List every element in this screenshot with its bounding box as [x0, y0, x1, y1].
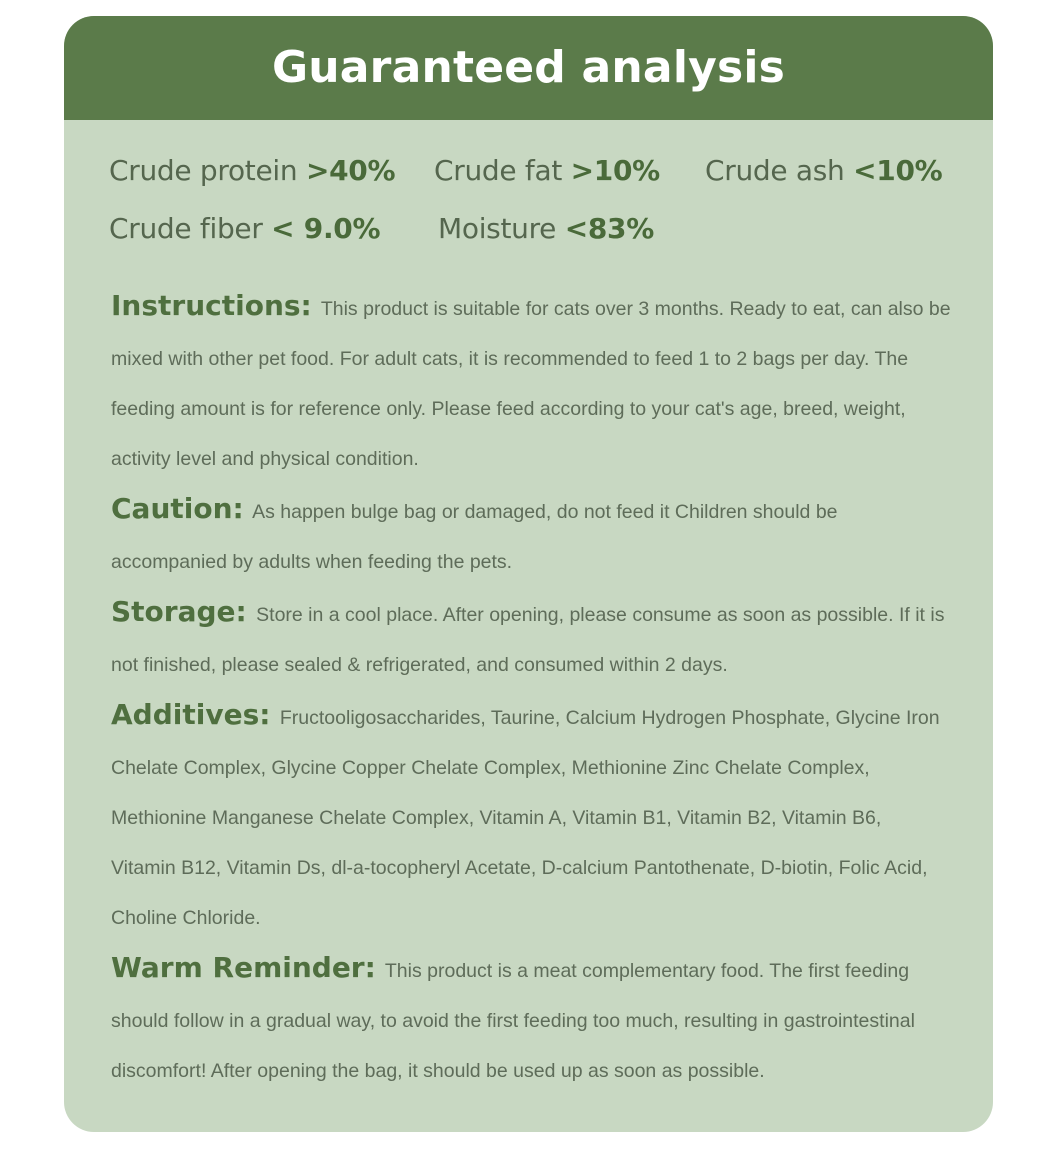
stat-name: Crude protein — [109, 154, 298, 187]
header-bar — [64, 16, 993, 120]
section-label: Warm Reminder: — [111, 951, 376, 984]
stat-crude-fat — [434, 154, 660, 187]
stat-crude-fiber — [109, 212, 380, 245]
stat-crude-ash — [705, 154, 942, 187]
info-sections — [111, 281, 951, 1096]
stat-value: < 9.0% — [271, 212, 381, 245]
stat-crude-protein — [109, 154, 395, 187]
stat-value: >10% — [570, 154, 660, 187]
section-text: Store in a cool place. After opening, please consume as soon as possible. If it is not finished, please sealed & refrigerated, and consumed within 2 days. — [111, 604, 945, 676]
stat-value: <10% — [853, 154, 943, 187]
stat-name: Crude fat — [434, 154, 563, 187]
stat-value: <83% — [564, 212, 654, 245]
section-instructions — [111, 281, 951, 484]
section-warm-reminder — [111, 943, 951, 1096]
section-label: Caution: — [111, 492, 244, 525]
stat-name: Moisture — [438, 212, 557, 245]
card-title: Guaranteed analysis — [271, 42, 786, 93]
section-additives — [111, 690, 951, 943]
stat-name: Crude ash — [705, 154, 845, 187]
section-label: Instructions: — [111, 289, 312, 322]
stat-value: >40% — [305, 154, 396, 187]
section-label: Storage: — [111, 595, 247, 628]
section-text: This product is suitable for cats over 3 months. Ready to eat, can also be mixed with other pet food. For adult cats, it is recommended to feed 1 to 2 bags per day. The feeding amount is for reference only. Please feed according to your cat's age, breed, weight, activity level and physical condition. — [111, 298, 951, 470]
analysis-card — [64, 16, 993, 1132]
stat-moisture — [438, 212, 654, 245]
section-text: As happen bulge bag or damaged, do not feed it Children should be accompanied by adults when feeding the pets. — [111, 501, 838, 573]
section-caution — [111, 484, 951, 587]
section-text: This product is a meat complementary food. The first feeding should follow in a gradual way, to avoid the first feeding too much, resulting in gastrointestinal discomfort! After opening the bag, it should be used up as soon as possible. — [111, 960, 915, 1082]
stat-name: Crude fiber — [109, 212, 263, 245]
section-storage — [111, 587, 951, 690]
section-label: Additives: — [111, 698, 271, 731]
section-text: Fructooligosaccharides, Taurine, Calcium Hydrogen Phosphate, Glycine Iron Chelate Complex, Glycine Copper Chelate Complex, Methionine Zinc Chelate Complex, Methionine Manganese Chelate Complex, Vitamin A, Vitamin B1, Vitamin B2, Vitamin B6, Vitamin B12, Vitamin Ds, dl-a-tocopheryl Acetate, D-calcium Pantothenate, D-biotin, Folic Acid, Choline Chloride. — [111, 707, 940, 929]
